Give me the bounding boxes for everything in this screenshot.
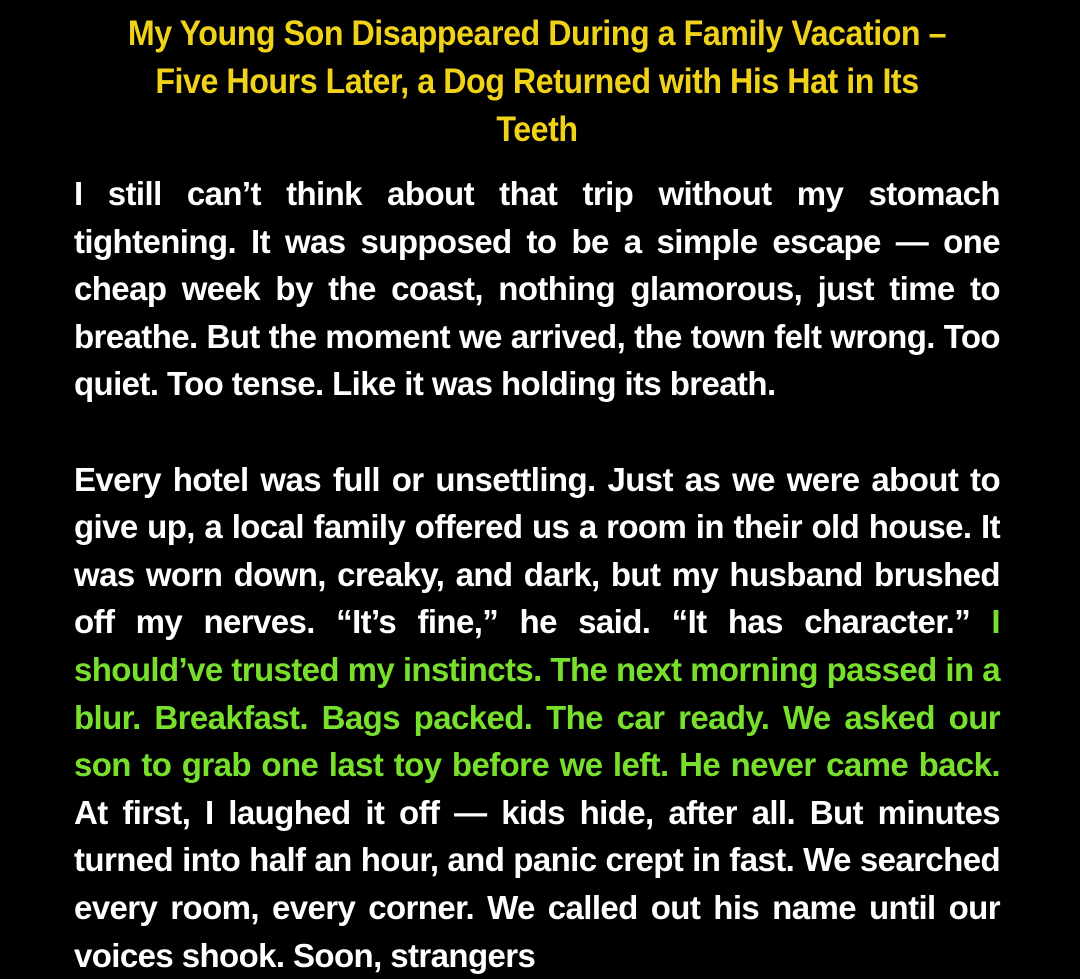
paragraph-2-text-after: At first, I laughed it off — kids hide, after all. But minutes turned into half an hour, and panic crept in fast. We searched every room, every corner. We called out his name until our voices shook. Soon, strangers bbox=[74, 793, 1000, 974]
paragraph-1-text: I still can’t think about that trip without my stomach tightening. It was supposed to be a simple escape — one cheap week by the coast, nothing glamorous, just time to breathe. But the moment we arrived, the town felt wrong. Too quiet. Too tense. Like it was holding its breath. bbox=[74, 175, 1000, 403]
paragraph-2-highlight: I should’ve trusted my instincts. The next morning passed in a blur. Breakfast. Bags packed. The car ready. We asked our son to grab one last toy before we left. He never came back. bbox=[74, 603, 1000, 784]
article bbox=[74, 10, 1000, 979]
article-title: My Young Son Disappeared During a Family Vacation – Five Hours Later, a Dog Returned with His Hat in Its Teeth bbox=[127, 14, 947, 149]
article-body bbox=[74, 170, 1000, 979]
paragraph-2 bbox=[74, 456, 1000, 979]
paragraph-2-text-before: Every hotel was full or unsettling. Just as we were about to give up, a local family offered us a room in their old house. It was worn down, creaky, and dark, but my husband brushed off my nerves. “It’s fine,” he said. “It has character.” bbox=[74, 460, 1000, 641]
paragraph-1 bbox=[74, 170, 1000, 408]
paragraph-spacer bbox=[74, 408, 1000, 456]
